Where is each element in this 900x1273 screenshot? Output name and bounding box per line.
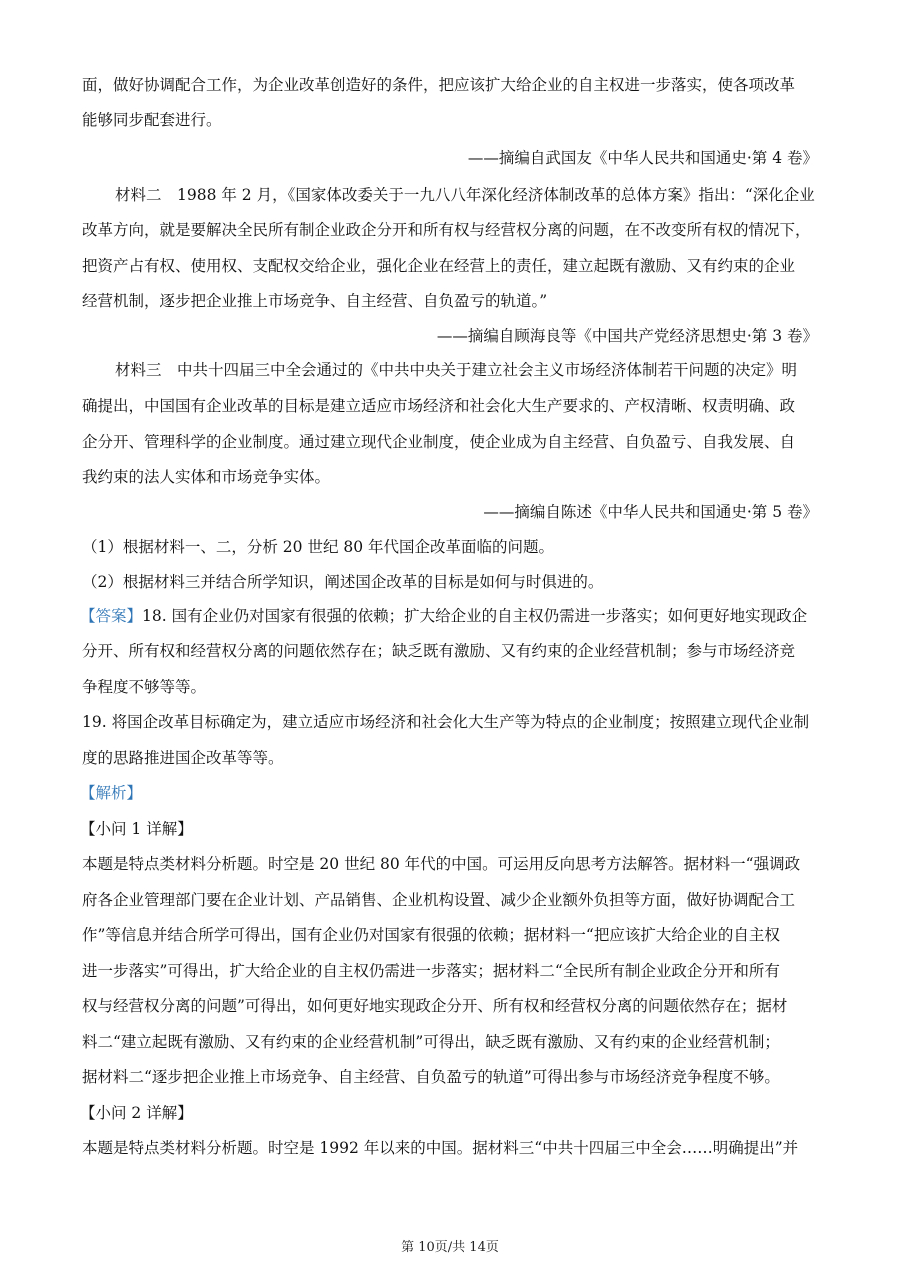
answer-line4: 19. 将国企改革目标确定为，建立适应市场经济和社会化大生产等为特点的企业制度；按照建立现代企业制	[82, 713, 810, 731]
answer-text-18: 18. 国有企业仍对国家有很强的依赖；扩大给企业的自主权仍需进一步落实；如何更好地实现政企	[142, 607, 808, 625]
sub1-line1: 本题是特点类材料分析题。时空是 20 世纪 80 年代的中国。可运用反向思考方法解答。据材料一“强调政	[82, 855, 801, 873]
sub1-line3: 作”等信息并结合所学可得出，国有企业仍对国家有很强的依赖；据材料一“把应该扩大给企业的自主权	[82, 926, 780, 944]
sub1-line7: 据材料二“逐步把企业推上市场竞争、自主经营、自负盈亏的轨道”可得出参与市场经济竞争程度不够。	[82, 1068, 780, 1086]
material2-line3: 把资产占有权、使用权、支配权交给企业，强化企业在经营上的责任，建立起既有激励、又有约束的企业	[82, 257, 796, 275]
answer-line5: 度的思路推进国企改革等等。	[82, 749, 284, 767]
analysis-tag: 【解析】	[80, 784, 143, 802]
question-1: （1）根据材料一、二，分析 20 世纪 80 年代国企改革面临的问题。	[82, 538, 555, 556]
page-number: 第 10页/共 14页	[401, 1240, 499, 1255]
material1-line2: 能够同步配套进行。	[82, 111, 222, 129]
subquestion-1-title: 【小问 1 详解】	[80, 820, 193, 838]
sub2-line1: 本题是特点类材料分析题。时空是 1992 年以来的中国。据材料三“中共十四届三中全会……明确提出”并	[82, 1139, 799, 1157]
answer-line2: 分开、所有权和经营权分离的问题依然存在；缺乏既有激励、又有约束的企业经营机制；参与市场经济竞	[82, 642, 796, 660]
material2-line1: 材料二 1988 年 2 月，《国家体改委关于一九八八年深化经济体制改革的总体方案》指出：“深化企业	[115, 186, 815, 204]
answer-line3: 争程度不够等等。	[82, 678, 207, 696]
material1-line1: 面，做好协调配合工作，为企业改革创造好的条件，把应该扩大给企业的自主权进一步落实，使各项改革	[82, 76, 796, 94]
subquestion-2-title: 【小问 2 详解】	[80, 1104, 193, 1122]
question-2: （2）根据材料三并结合所学知识，阐述国企改革的目标是如何与时俱进的。	[82, 573, 604, 591]
material3-source: ——摘编自陈述《中华人民共和国通史·第 5 卷》	[483, 503, 818, 521]
sub1-line2: 府各企业管理部门要在企业计划、产品销售、企业机构设置、减少企业额外负担等方面，做好协调配合工	[82, 891, 796, 909]
sub1-line5: 权与经营权分离的问题”可得出，如何更好地实现政企分开、所有权和经营权分离的问题依然存在；据材	[82, 997, 788, 1015]
answer-line1	[80, 606, 807, 626]
material3-line1: 材料三 中共十四届三中全会通过的《中共中央关于建立社会主义市场经济体制若干问题的决定》明	[115, 361, 798, 379]
material3-line3: 企分开、管理科学的企业制度。通过建立现代企业制度，使企业成为自主经营、自负盈亏、自我发展、自	[82, 433, 796, 451]
sub1-line6: 料二“建立起既有激励、又有约束的企业经营机制”可得出，缺乏既有激励、又有约束的企业经营机制；	[82, 1033, 780, 1051]
answer-tag: 【答案】	[80, 607, 143, 625]
material3-line4: 我约束的法人实体和市场竞争实体。	[82, 468, 331, 486]
material1-source: ——摘编自武国友《中华人民共和国通史·第 4 卷》	[467, 149, 818, 167]
material2-line4: 经营机制，逐步把企业推上市场竞争、自主经营、自负盈亏的轨道。”	[82, 292, 548, 310]
sub1-line4: 进一步落实”可得出，扩大给企业的自主权仍需进一步落实；据材料二“全民所有制企业政企分开和所有	[82, 962, 780, 980]
material2-line2: 改革方向，就是要解决全民所有制企业政企分开和所有权与经营权分离的问题，在不改变所有权的情况下，	[82, 221, 811, 239]
material3-line2: 确提出，中国国有企业改革的目标是建立适应市场经济和社会化大生产要求的、产权清晰、权责明确、政	[82, 397, 796, 415]
material2-source: ——摘编自顾海良等《中国共产党经济思想史·第 3 卷》	[436, 327, 818, 345]
